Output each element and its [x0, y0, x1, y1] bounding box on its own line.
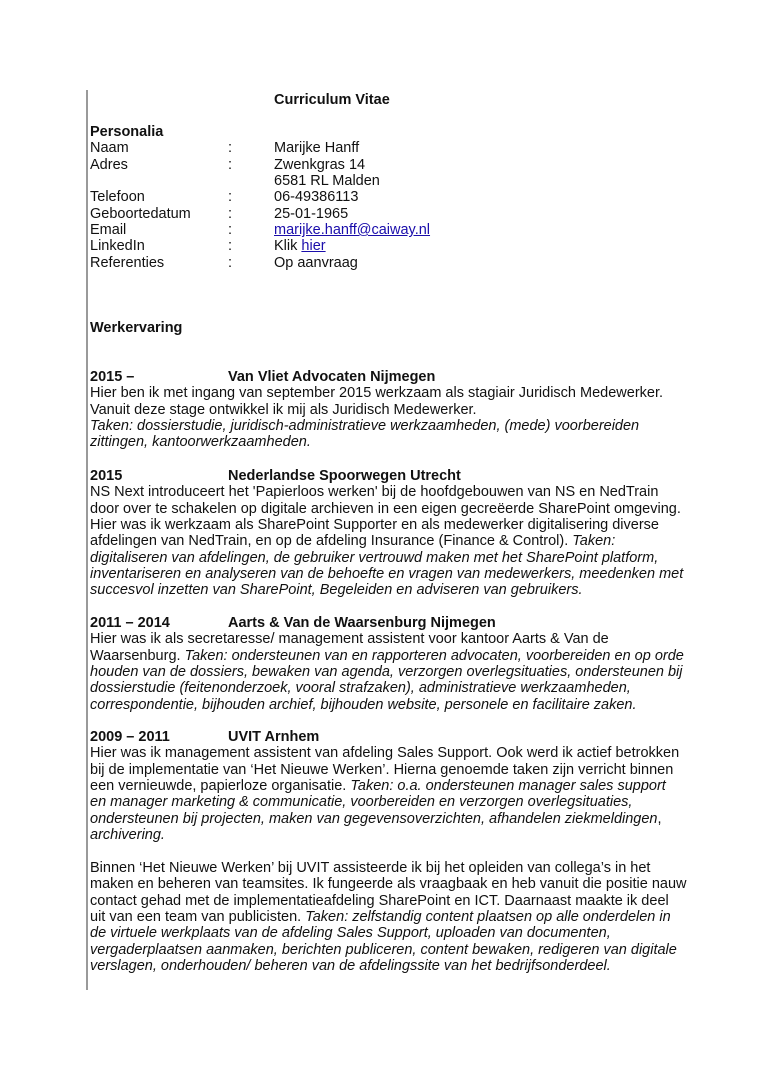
tasks-text: dossierstudie (feitenonderzoek, vooral strafzaken), administratieve werkzaamheden, [90, 680, 631, 697]
tasks-text: Taken: o.a. ondersteunen manager sales support [350, 778, 666, 795]
description-text: uit van een team van publicisten. [90, 909, 306, 926]
description-text: Hier ben ik met ingang van september 2015 werkzaam als stagiair Juridisch Medewerker. [90, 385, 664, 402]
personalia-row [90, 238, 326, 255]
job-period: 2011 – 2014 [90, 615, 170, 631]
text-line [90, 925, 687, 941]
text-line [90, 762, 679, 778]
text-line [90, 876, 687, 892]
job-company: Aarts & Van de Waarsenburg Nijmegen [228, 615, 496, 631]
field-separator: : [228, 189, 233, 206]
job-entry [90, 468, 683, 599]
field-label: Adres [90, 156, 128, 173]
text-line [90, 582, 683, 598]
job-company: UVIT Arnhem [228, 729, 320, 745]
text-line [90, 745, 679, 761]
text-line [90, 811, 679, 827]
text-line [90, 631, 684, 647]
text-line [90, 958, 687, 974]
job-header [90, 615, 684, 631]
field-value [274, 255, 358, 271]
text-line [90, 778, 679, 794]
text-line [90, 664, 684, 680]
field-value-text: Marijke Hanff [274, 140, 360, 157]
field-value [274, 140, 359, 156]
description-text: afdelingen van NedTrain, en op de afdeling Insurance (Finance & Control). [90, 533, 573, 550]
tasks-text: de virtuele werkplaats van de afdeling Sales Support, uploaden van documenten, [90, 925, 611, 942]
field-value-text: Op aanvraag [274, 254, 358, 271]
text-line [90, 501, 683, 517]
text-line [90, 385, 663, 401]
text-line [90, 566, 683, 582]
field-value-text: 06-49386113 [274, 189, 359, 206]
personalia-row [90, 173, 380, 190]
text-line [90, 893, 687, 909]
text-line [90, 648, 684, 664]
description-text: Binnen ‘Het Nieuwe Werken’ bij UVIT assisteerde ik bij het opleiden van collega’s in het [90, 860, 651, 876]
tasks-text: succesvol inzetten van SharePoint, Begeleiden en adviseren van gebruikers. [90, 582, 583, 599]
tasks-text: ondersteunen bij projecten, maken van gegevensoverzichten, afhandelen ziekmeldingen [90, 810, 658, 827]
tasks-text: digitaliseren van afdelingen, de gebruiker vertrouwd maken met het SharePoint platform, [90, 549, 659, 566]
text-line [90, 418, 663, 434]
tasks-text: zittingen, kantoorwerkzaamheden. [90, 434, 311, 451]
description-text: maken en beheren van teamsites. Ik fungeerde als vraagbaak en heb vanuit die positie nauw [90, 876, 687, 893]
job-company: Van Vliet Advocaten Nijmegen [228, 369, 436, 385]
job-extra-paragraph [90, 860, 687, 974]
tasks-text: houden van de dossiers, bewaken van agenda, verzorgen overlegsituaties, ondersteunen bij [90, 664, 683, 681]
field-value [274, 206, 348, 222]
field-label: Telefoon [90, 189, 145, 206]
field-label: LinkedIn [90, 238, 145, 255]
text-line [90, 909, 687, 925]
job-company: Nederlandse Spoorwegen Utrecht [228, 468, 461, 484]
job-header [90, 468, 683, 484]
tasks-text: inventariseren en analyseren van de behoefte en vragen van medewerkers, meedenken met [90, 566, 684, 583]
tasks-text: Taken: dossierstudie, juridisch-administratieve werkzaamheden, (mede) voorbereiden [90, 418, 640, 435]
description-text: NS Next introduceert het 'Papierloos werken' bij de hoofdgebouwen van NS en NedTrain [90, 484, 659, 501]
field-separator: : [228, 140, 233, 157]
text-line [90, 860, 687, 876]
job-header [90, 369, 663, 385]
field-separator: : [228, 222, 233, 239]
field-label: Referenties [90, 254, 165, 271]
text-line [90, 697, 684, 713]
tasks-text: Taken: ondersteunen van en rapporteren advocaten, voorbereiden en op orde [184, 647, 684, 664]
job-header [90, 729, 679, 745]
field-value [274, 222, 430, 238]
field-label: Geboortedatum [90, 205, 191, 222]
personalia-heading: Personalia [90, 124, 164, 140]
field-label: Naam [90, 140, 129, 157]
linkedin-link[interactable]: hier [301, 238, 326, 255]
personalia-section [90, 124, 431, 271]
werkervaring-heading: Werkervaring [90, 320, 183, 336]
text-line [90, 550, 683, 566]
field-value-text: Zwenkgras 14 [274, 156, 366, 173]
job-period: 2015 [90, 468, 123, 484]
description-text: Hier was ik werkzaam als SharePoint Supporter en als medewerker digitalisering diverse [90, 517, 659, 534]
email-link[interactable]: marijke.hanff@caiway.nl [274, 222, 431, 239]
text-line [90, 484, 683, 500]
field-separator: : [228, 205, 233, 222]
text-line [90, 434, 663, 450]
field-value-text: 25-01-1965 [274, 205, 349, 222]
job-period: 2009 – 2011 [90, 729, 170, 745]
description-text: een vernieuwde, papierloze organisatie. [90, 778, 351, 795]
field-label: Email [90, 222, 127, 239]
tasks-text: Taken: [572, 533, 616, 550]
field-value [274, 173, 380, 189]
personalia-row [90, 189, 359, 206]
text-line [90, 533, 683, 549]
description-text: , [657, 810, 662, 827]
tasks-text: archivering. [90, 827, 165, 844]
field-value-text: 6581 RL Malden [274, 173, 380, 190]
personalia-row [90, 222, 431, 239]
description-text: Hier was ik als secretaresse/ management assistent voor kantoor Aarts & Van de [90, 631, 609, 648]
text-line [90, 942, 687, 958]
tasks-text: vergaderplaatsen aanmaken, berichten publiceren, content bewaken, redigeren van digitale [90, 941, 677, 958]
text-line [90, 402, 663, 418]
field-value-text: Klik [274, 238, 302, 255]
description-text: bij de implementatie van ‘Het Nieuwe Werken’. Hierna genoemde taken zijn verricht binnen [90, 761, 674, 778]
job-entry [90, 369, 663, 451]
personalia-row [90, 140, 360, 157]
tasks-text: verslagen, onderhouden/ beheren van de afdelingssite van het bedrijfsonderdeel. [90, 958, 611, 975]
text-line [90, 680, 684, 696]
description-text: Vanuit deze stage ontwikkel ik mij als Juridisch Medewerker. [90, 401, 477, 418]
description-text: Waarsenburg. [90, 647, 185, 664]
personalia-row [90, 205, 349, 222]
field-separator: : [228, 156, 233, 173]
field-separator: : [228, 254, 233, 271]
tasks-text: correspondentie, bijhouden archief, bijhouden website, personele en facilitaire zaken. [90, 696, 637, 713]
description-text: contact gehad met de implementatieafdeling SharePoint en ICT. Daarnaast maakte ik deel [90, 892, 669, 909]
field-value [274, 157, 365, 173]
text-line [90, 794, 679, 810]
job-entry [90, 615, 684, 713]
document-title: Curriculum Vitae [274, 92, 390, 108]
field-value [274, 189, 358, 205]
personalia-row [90, 254, 358, 271]
tasks-text: en manager marketing & communicatie, voorbereiden en verzorgen overlegsituaties, [90, 794, 633, 811]
job-entry [90, 729, 679, 843]
personalia-row [90, 156, 366, 173]
tasks-text: Taken: zelfstandig content plaatsen op alle onderdelen in [305, 909, 671, 926]
margin-rule [86, 90, 88, 990]
job-period: 2015 – [90, 369, 135, 385]
field-separator: : [228, 238, 233, 255]
field-value [274, 238, 326, 254]
description-text: Hier was ik management assistent van afdeling Sales Support. Ook werd ik actief betrokken [90, 745, 680, 762]
text-line [90, 517, 683, 533]
text-line [90, 827, 679, 843]
description-text: door over te schakelen op digitale archieven in een eigen gecreëerde SharePoint omgeving. [90, 500, 681, 517]
